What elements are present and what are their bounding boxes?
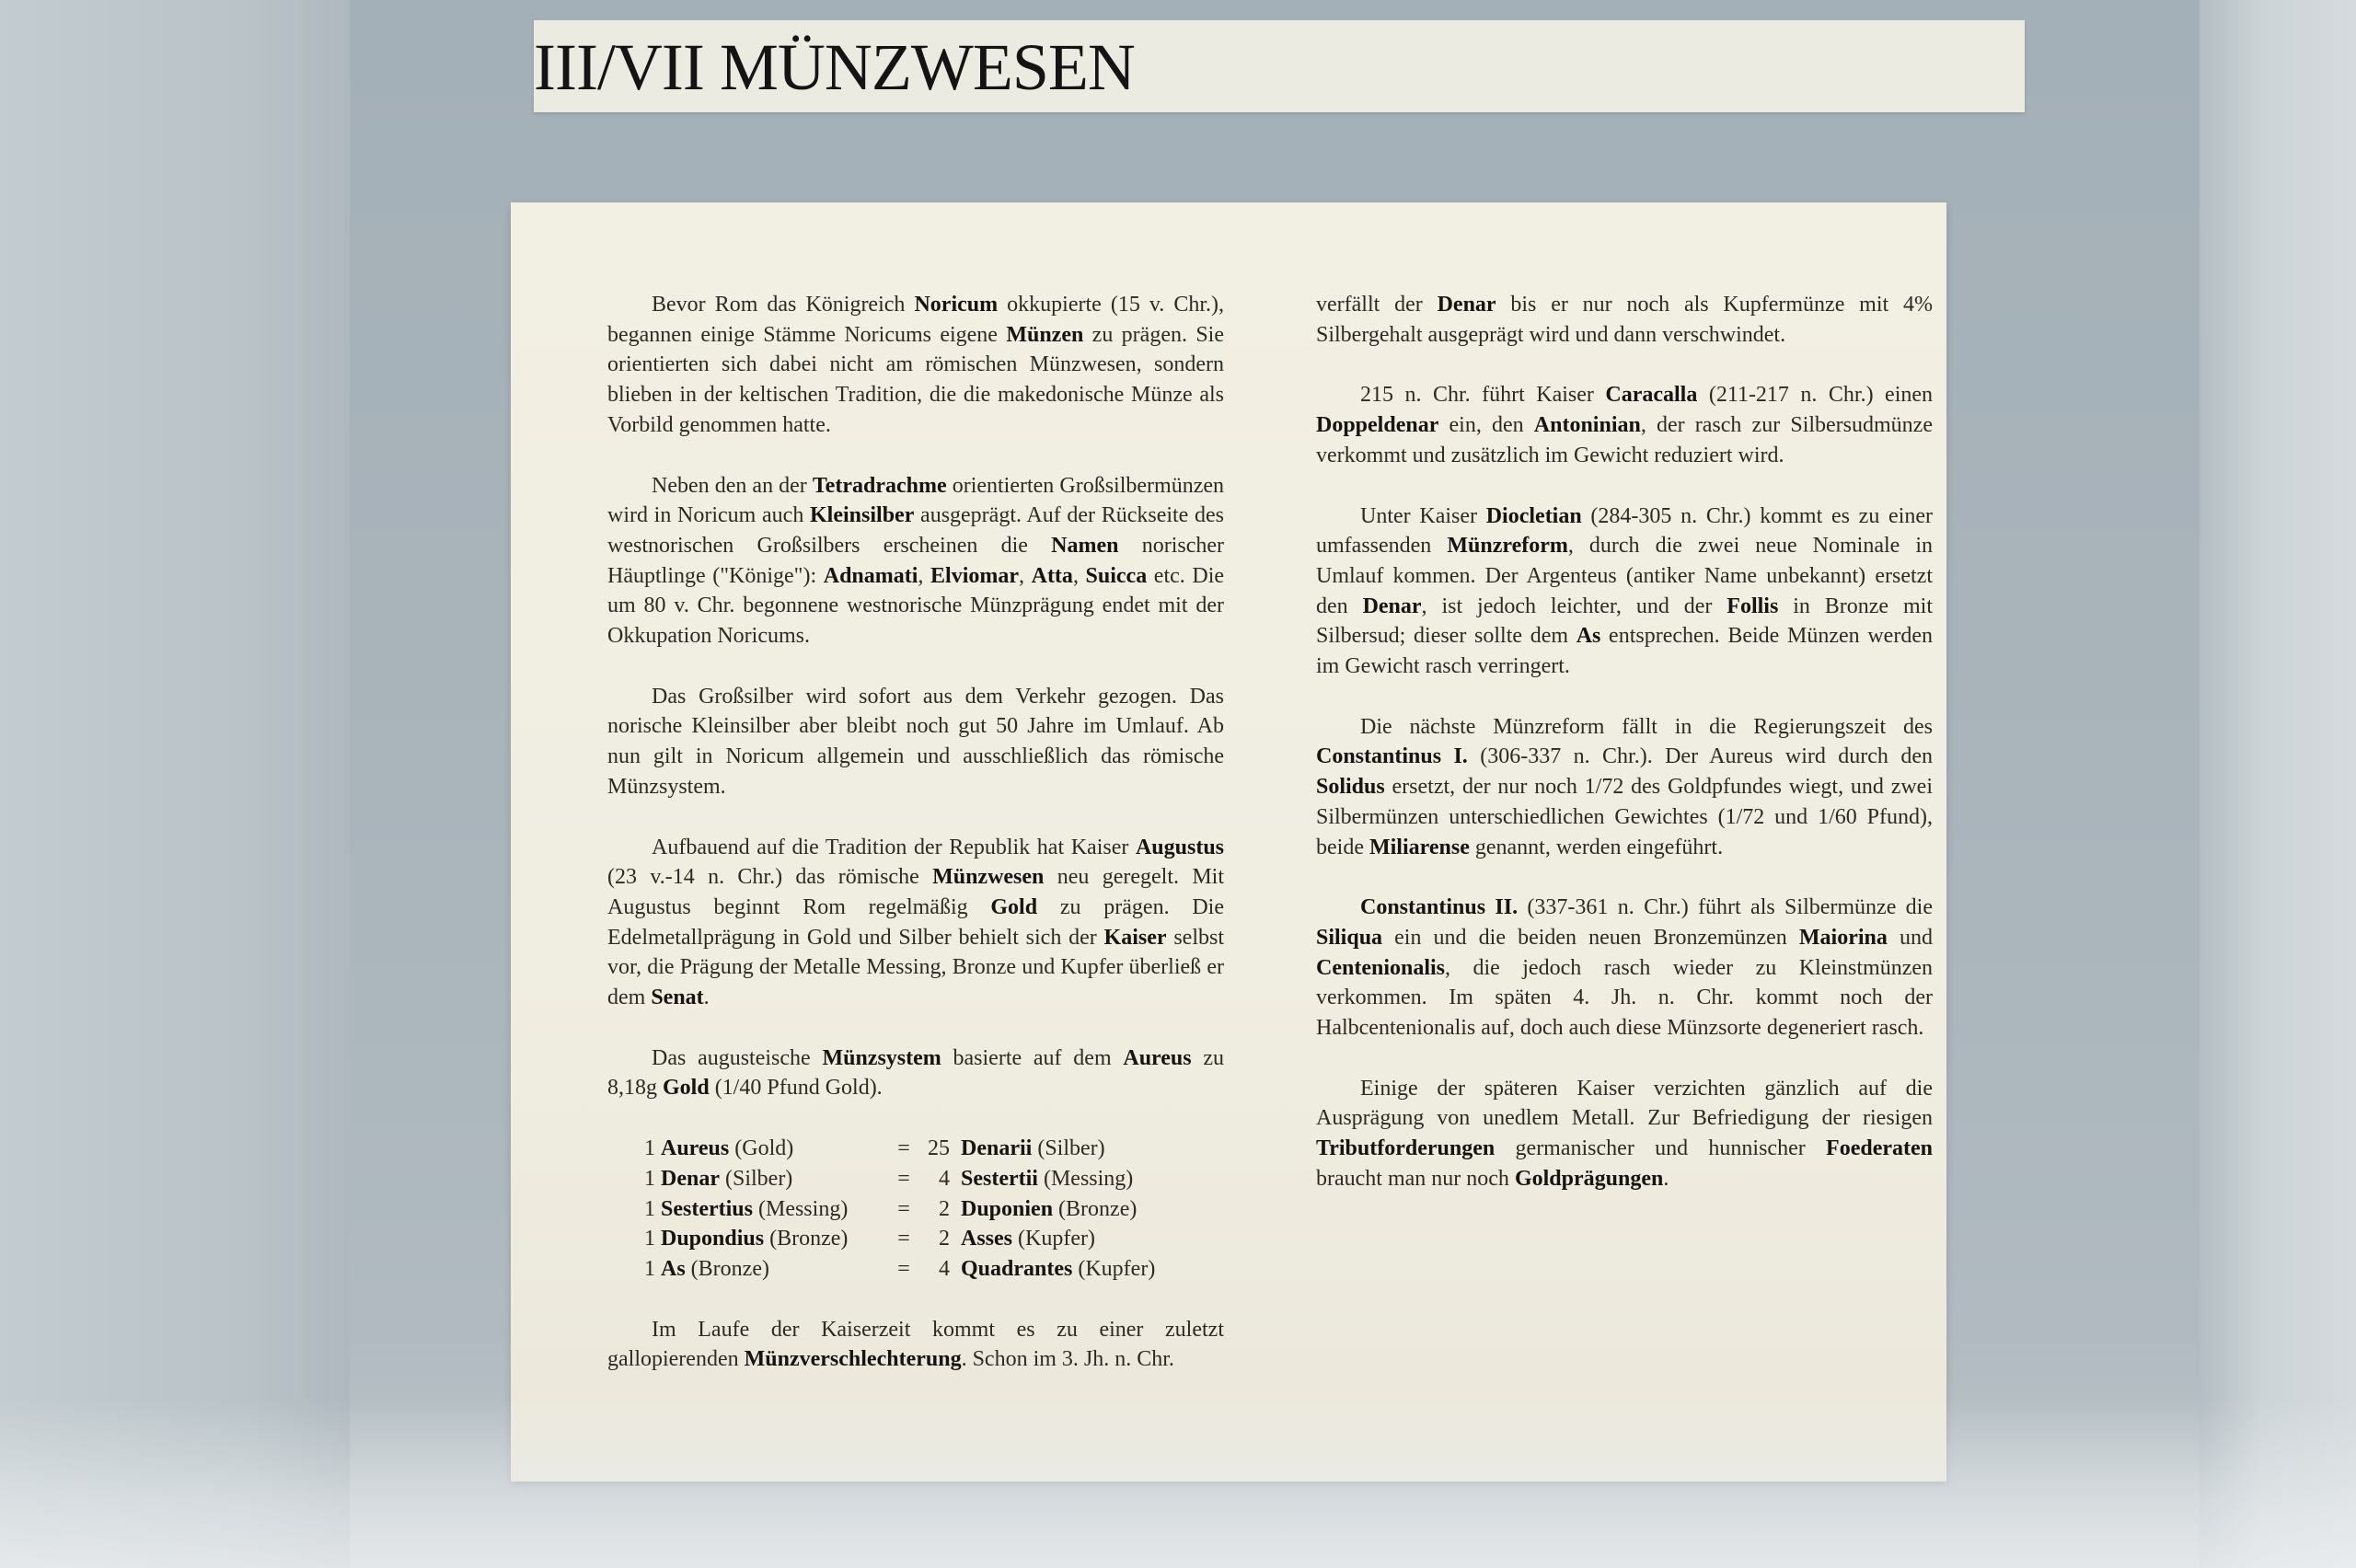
text-sheet: [511, 202, 1946, 1482]
paragraph-tetradrachme: Neben den an der Tetradrachme orientierten Großsilbermünzen wird in Noricum auch Kleinsilber ausgeprägt. Auf der Rückseite des westnorischen Großsilbers erscheinen die Namen norischer Häuptlinge ("Könige"): Adnamati, Elviomar, Atta, Suicca etc. Die um 80 v. Chr. begonnene westnorische Münzprägung endet mit der Okkupation Noricums.: [607, 473, 1225, 649]
table-row: 1 Aureus (Gold) = 25 Denarii (Silber): [644, 1136, 1105, 1161]
paragraph-augustus: Aufbauend auf die Tradition der Republik hat Kaiser Augustus (23 v.-14 n. Chr.) das römische Münzwesen neu geregelt. Mit Augustus beginnt Rom regelmäßig Gold zu prägen. Die Edelmetallprägung in Gold und Silber behielt sich der Kaiser selbst vor, die Prägung der Metalle Messing, Bronze und Kupfer überließ er dem Senat.: [607, 835, 1224, 1010]
wall-right: [2200, 0, 2356, 1568]
paragraph-noricum: Bevor Rom das Königreich Noricum okkupierte (15 v. Chr.), begannen einige Stämme Noricums eigene Münzen zu prägen. Sie orientierten sich dabei nicht am römischen Münzwesen, sondern blieben in der keltischen Tradition, die die makedonische Münze als Vorbild genommen hatte.: [607, 293, 1224, 437]
wall-left: [0, 0, 350, 1568]
paragraph-constantinus-ii: Constantinus II. (337-361 n. Chr.) führt als Silbermünze die Siliqua ein und die beiden neuen Bronzemünzen Maiorina und Centenionalis, die jedoch rasch wieder zu Kleinstmünzen verkommen. Im späten 4. Jh. n. Chr. kommt noch der Halbcentenionalis auf, doch auch diese Münzsorte degeneriert rasch.: [1316, 895, 1934, 1041]
table-row: 1 Dupondius (Bronze) = 2 Asses (Kupfer): [644, 1227, 1095, 1251]
floor-glare: [0, 1399, 2356, 1568]
table-row: 1 As (Bronze) = 4 Quadrantes (Kupfer): [644, 1256, 1156, 1281]
paragraph-spaetere-kaiser: Einige der späteren Kaiser verzichten gänzlich auf die Ausprägung von unedlem Metall. Zur Befriedigung der riesigen Tributforderungen germanischer und hunnischer Foederaten braucht man nur noch Goldprägungen.: [1316, 1076, 1933, 1191]
page-title: III/VII MÜNZWESEN: [534, 30, 1135, 104]
paragraph-verschlechterung: Im Laufe der Kaiserzeit kommt es zu einer zuletzt gallopierenden Münzverschlechterung. Schon im 3. Jh. n. Chr.: [607, 1317, 1224, 1372]
paragraph-diocletian: Unter Kaiser Diocletian (284-305 n. Chr.) kommt es zu einer umfassenden Münzreform, durch die zwei neue Nominale in Umlauf kommen. Der Argenteus (antiker Name unbekannt) ersetzt den Denar, ist jedoch leichter, und der Follis in Bronze mit Silbersud; dieser sollte dem As entsprechen. Beide Münzen werden im Gewicht rasch verringert.: [1316, 503, 1933, 679]
paragraph-caracalla: 215 n. Chr. führt Kaiser Caracalla (211-217 n. Chr.) einen Doppeldenar ein, den Antoninian, der rasch zur Silbersudmünze verkommt und zusätzlich im Gewicht reduziert wird.: [1316, 383, 1934, 467]
paragraph-denar: verfällt der Denar bis er nur noch als Kupfermünze mit 4% Silbergehalt ausgeprägt wird und dann verschwindet.: [1316, 293, 1933, 347]
right-column: [1316, 290, 1933, 1225]
paragraph-grosssilber: Das Großsilber wird sofort aus dem Verkehr gezogen. Das norische Kleinsilber aber bleibt noch gut 50 Jahre im Umlauf. Ab nun gilt in Noricum allgemein und ausschließlich das römische Münzsystem.: [607, 684, 1224, 799]
paragraph-muenzsystem: Das augusteische Münzsystem basierte auf dem Aureus zu 8,18g Gold (1/40 Pfund Gold).: [607, 1045, 1225, 1101]
table-row: 1 Denar (Silber) = 4 Sestertii (Messing): [644, 1166, 1134, 1191]
table-row: 1 Sestertius (Messing) = 2 Duponien (Bronze): [644, 1196, 1138, 1221]
left-column: [607, 290, 1224, 1405]
title-strip: [534, 20, 2025, 112]
coin-equivalence-table: [644, 1134, 1155, 1285]
paragraph-constantinus-i: Die nächste Münzreform fällt in die Regierungszeit des Constantinus I. (306-337 n. Chr.). Der Aureus wird durch den Solidus ersetzt, der nur noch 1/72 des Goldpfundes wiegt, und zwei Silbermünzen unterschiedlichen Gewichtes (1/72 und 1/60 Pfund), beide Miliarense genannt, werden eingeführt.: [1316, 714, 1933, 859]
